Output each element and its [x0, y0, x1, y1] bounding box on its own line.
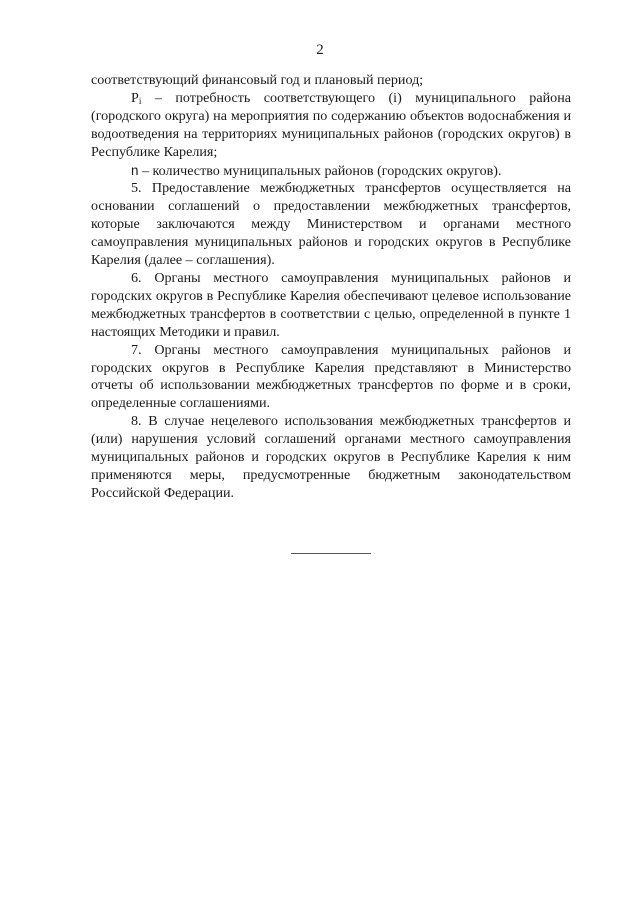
symbol-n: n	[131, 162, 139, 178]
paragraph-p-i-definition	[91, 90, 571, 162]
document-body	[91, 72, 571, 503]
paragraph-n-definition	[91, 162, 571, 181]
end-separator-line	[291, 553, 371, 554]
n-definition-text: – количество муниципальных районов (городских округов).	[138, 162, 502, 179]
paragraph-item-6: 6. Органы местного самоуправления муниципальных районов и городских округов в Республике Карелия обеспечивают целевое использование межбюджетных трансфертов в соответствии с целью, определенной в пункте 1 настоящих Методики и правил.	[91, 269, 571, 340]
paragraph-continuation: соответствующий финансовый год и плановый период;	[91, 72, 424, 88]
p-i-definition-text: – потребность соответствующего (i) муниципального района (городского округа) на мероприятия по содержанию объектов водоснабжения и водоотведения на территориях муниципальных районов (городских округов) в Республике Карелия;	[91, 89, 571, 160]
paragraph-item-7: 7. Органы местного самоуправления муниципальных районов и городских округов в Республике Карелия представляют в Министерство отчеты об использовании межбюджетных трансфертов по форме и в сроки, определенные соглашениями.	[91, 341, 571, 412]
paragraph-item-5: 5. Предоставление межбюджетных трансфертов осуществляется на основании соглашений о предоставлении межбюджетных трансфертов, которые заключаются между Министерством и органами местного самоуправления муниципальных районов и городских округов в Республике Карелия (далее – соглашения).	[91, 180, 571, 269]
symbol-p: P	[131, 89, 139, 106]
paragraph-item-8: 8. В случае нецелевого использования межбюджетных трансфертов и (или) нарушения условий соглашений органами местного самоуправления муниципальных районов и городских округов в Республике Карелия к ним применяются меры, предусмотренные бюджетным законодательством Российской Федерации.	[91, 413, 571, 501]
page-number: 2	[316, 42, 324, 58]
symbol-subscript-i: i	[138, 95, 142, 106]
